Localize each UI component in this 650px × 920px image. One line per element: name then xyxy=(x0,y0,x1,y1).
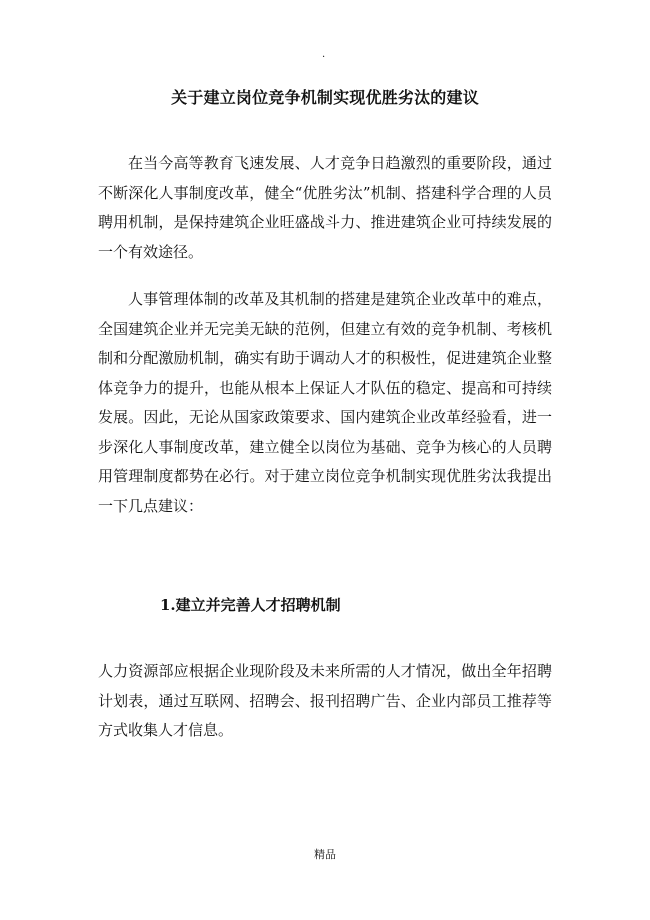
section-heading: 1.建立并完善人才招聘机制 xyxy=(160,596,341,614)
paragraph-background: 人事管理体制的改革及其机制的搭建是建筑企业改革中的难点，全国建筑企业并无完美无缺的范例，但建立有效的竞争机制、考核机制和分配激励机制，确实有助于调动人才的积极性，促进建筑企业整体竞争力的提升，也能从根本上保证人才队伍的稳定、提高和可持续发展。因此，无论从国家政策要求、国内建筑企业改革经验看，进一步深化人事制度改革，建立健全以岗位为基础、竞争为核心的人员聘用管理制度都势在必行。对于建立岗位竞争机制实现优胜劣汰我提出一下几点建议： xyxy=(98,290,552,515)
document-title: 关于建立岗位竞争机制实现优胜劣汰的建议 xyxy=(171,88,479,107)
paragraph-intro: 在当今高等教育飞速发展、人才竞争日趋激烈的重要阶段，通过不断深化人事制度改革，健全“优胜劣汰”机制、搭建科学合理的人员聘用机制，是保持建筑企业旺盛战斗力、推进建筑企业可持续发展的一个有效途径。 xyxy=(98,154,552,261)
paragraph-recruitment: 人力资源部应根据企业现阶段及未来所需的人才情况，做出全年招聘计划表，通过互联网、招聘会、报刊招聘广告、企业内部员工推荐等方式收集人才信息。 xyxy=(98,662,552,739)
page-footer: 精品 xyxy=(314,848,336,861)
top-mark: . xyxy=(322,49,326,60)
